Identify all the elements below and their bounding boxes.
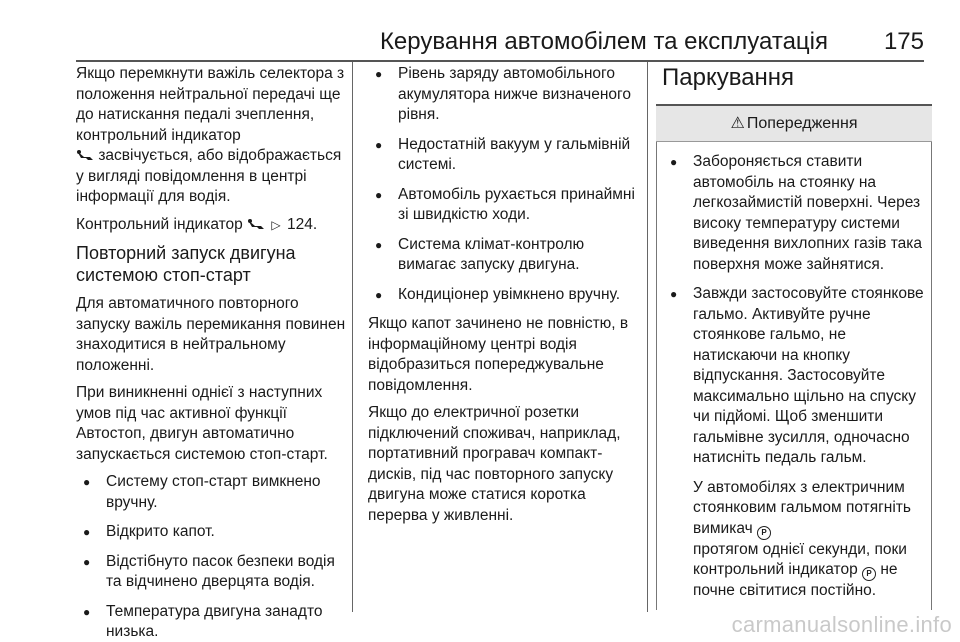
list-item: ● Кондиціонер увімкнено вручну. <box>368 285 640 306</box>
header-title: Керування автомобілем та експлуатація <box>379 28 828 55</box>
paragraph-text: засвічується, або відображається у вигляді повідомлення в центрі інформації для водія. <box>76 147 342 205</box>
condition-list <box>368 64 640 305</box>
warning-header <box>656 104 932 142</box>
list-item: ● Завжди застосовуйте стоянкове гальмо. Активуйте ручне стоянкове гальмо, не натискаючи на кнопку відпускання. Застосовуйте максимально щільно на спуску чи підйомі. Щоб зменшити гальмівне зусилля, одночасно натисніть педаль гальм. <box>663 284 925 469</box>
page-header <box>76 14 924 62</box>
column-divider-1 <box>352 62 353 612</box>
paragraph <box>76 215 346 236</box>
paragraph-text: не почне світитися постійно. <box>693 561 898 599</box>
paragraph: Якщо капот зачинено не повністю, в інформаційному центрі водія відобразиться попереджувальне повідомлення. <box>368 315 629 394</box>
condition-list <box>76 472 346 642</box>
list-item: ● Автомобіль рухається принаймні зі швидкістю ходи. <box>368 185 640 226</box>
paragraph-text: Контрольний індикатор <box>76 215 243 233</box>
page-ref-icon: ▷ <box>271 217 281 232</box>
paragraph-text: У автомобілях з електричним стоянковим гальмом потягніть вимикач <box>693 478 911 537</box>
stop-start-icon <box>247 218 265 230</box>
stop-start-icon <box>76 149 94 161</box>
warning-title: Попередження <box>746 115 858 132</box>
paragraph <box>76 64 346 208</box>
parking-brake-icon: P <box>757 526 771 540</box>
subheading: Повторний запуск двигуна системою стоп-старт <box>76 243 296 285</box>
page-reference[interactable]: 124. <box>286 215 318 233</box>
header-divider <box>76 60 924 62</box>
list-item: ● Забороняється ставити автомобіль на стоянку на легкозаймистій поверхні. Через високу температуру системи виведення вихлопних газів така поверхня може зайнятися. <box>663 152 925 275</box>
column-3 <box>662 64 926 610</box>
paragraph: Якщо до електричної розетки підключений споживач, наприклад, портативний програвач компакт-дисків, під час повторного запуску двигуна може статися коротка перерва у живленні. <box>368 404 621 524</box>
warning-body <box>656 142 932 610</box>
paragraph-text: протягом однієї секунди, поки контрольний індикатор <box>693 540 907 578</box>
parking-brake-icon: P <box>862 567 876 581</box>
list-item: ● Рівень заряду автомобільного акумулятора нижче визначеного рівня. <box>368 64 640 126</box>
list-item: ● Недостатній вакуум у гальмівній системі. <box>368 135 640 176</box>
paragraph-text: Якщо перемкнути важіль селектора з положення нейтральної передачі ще до натискання педалі зчеплення, контрольний індикатор <box>76 65 345 144</box>
column-2 <box>368 64 640 533</box>
list-item: ● Температура двигуна занадто низька. <box>76 602 346 642</box>
column-divider-2 <box>647 62 648 612</box>
warning-list <box>663 152 925 469</box>
list-item: ● Відстібнуто пасок безпеки водія та відчинено дверцята водія. <box>76 552 346 593</box>
page-number: 175 <box>883 28 924 55</box>
paragraph <box>663 478 925 602</box>
paragraph: При виникненні однієї з наступних умов під час активної функції Автостоп, двигун автоматично запускається системою стоп-старт. <box>76 384 328 463</box>
warning-triangle-icon: ⚠ <box>730 115 745 132</box>
watermark: carmanualsonline.info <box>731 612 952 637</box>
list-item: ● Система клімат-контролю вимагає запуску двигуна. <box>368 235 640 276</box>
column-1 <box>76 64 346 642</box>
paragraph: Для автоматичного повторного запуску важіль перемикання повинен знаходитися в нейтральному положенні. <box>76 295 346 374</box>
list-item: ● Відкрито капот. <box>76 522 346 543</box>
section-heading: Паркування <box>662 64 795 91</box>
list-item: ● Систему стоп-старт вимкнено вручну. <box>76 472 346 513</box>
